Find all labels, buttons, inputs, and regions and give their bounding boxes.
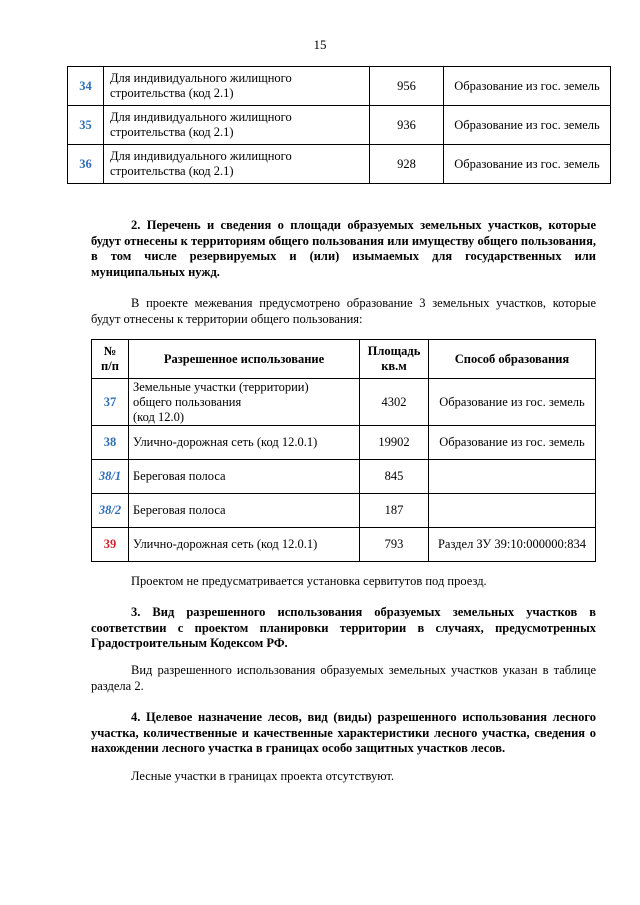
permitted-use: Для индивидуального жилищного строительства (код 2.1) bbox=[104, 67, 370, 106]
row-number: 34 bbox=[68, 67, 104, 106]
section-4-text: Лесные участки в границах проекта отсутствуют. bbox=[131, 769, 395, 783]
permitted-use: Береговая полоса bbox=[129, 494, 360, 528]
area: 4302 bbox=[360, 379, 429, 426]
col-header-use: Разрешенное использование bbox=[129, 340, 360, 379]
row-number: 37 bbox=[92, 379, 129, 426]
table-row bbox=[68, 106, 611, 145]
area: 187 bbox=[360, 494, 429, 528]
permitted-use: Береговая полоса bbox=[129, 460, 360, 494]
formation-method bbox=[429, 460, 596, 494]
section-3-heading: 3. Вид разрешенного использования образуемых земельных участков в соответствии с проектом планировки территории в случаях, предусмотренных Градостроительным Кодексом РФ. bbox=[91, 605, 596, 650]
table-header-row bbox=[92, 340, 596, 379]
permitted-use: Земельные участки (территории) общего пользования (код 12.0) bbox=[129, 379, 360, 426]
row-number: 36 bbox=[68, 145, 104, 184]
formation-method: Образование из гос. земель bbox=[444, 145, 611, 184]
permitted-use: Для индивидуального жилищного строительства (код 2.1) bbox=[104, 106, 370, 145]
public-plots-table bbox=[91, 339, 596, 562]
plots-table-continued bbox=[67, 66, 611, 184]
section-3-text: Вид разрешенного использования образуемых земельных участков указан в таблице раздела 2. bbox=[91, 663, 596, 693]
table-row bbox=[68, 145, 611, 184]
area: 845 bbox=[360, 460, 429, 494]
table-row bbox=[92, 494, 596, 528]
table-row bbox=[68, 67, 611, 106]
area: 19902 bbox=[360, 426, 429, 460]
table-row bbox=[92, 426, 596, 460]
row-number: 38/2 bbox=[92, 494, 129, 528]
table-row bbox=[92, 379, 596, 426]
formation-method: Раздел ЗУ 39:10:000000:834 bbox=[429, 528, 596, 562]
row-number: 35 bbox=[68, 106, 104, 145]
formation-method: Образование из гос. земель bbox=[429, 426, 596, 460]
row-number: 38/1 bbox=[92, 460, 129, 494]
formation-method: Образование из гос. земель bbox=[444, 67, 611, 106]
area: 936 bbox=[370, 106, 444, 145]
col-header-method: Способ образования bbox=[429, 340, 596, 379]
table-row bbox=[92, 528, 596, 562]
servitude-note: Проектом не предусматривается установка сервитутов под проезд. bbox=[131, 574, 487, 588]
col-header-number: № п/п bbox=[92, 340, 129, 379]
area: 928 bbox=[370, 145, 444, 184]
section-2-heading: 2. Перечень и сведения о площади образуемых земельных участков, которые будут отнесены к территориям общего пользования или имуществу общего пользования, в том числе резервируемых и (или) изымаемых для государственных или муниципальных нужд. bbox=[91, 218, 596, 279]
permitted-use: Для индивидуального жилищного строительства (код 2.1) bbox=[104, 145, 370, 184]
formation-method: Образование из гос. земель bbox=[429, 379, 596, 426]
section-2-intro: В проекте межевания предусмотрено образование 3 земельных участков, которые будут отнесены к территории общего пользования: bbox=[91, 296, 596, 326]
table-row bbox=[92, 460, 596, 494]
formation-method: Образование из гос. земель bbox=[444, 106, 611, 145]
col-header-area: Площадь кв.м bbox=[360, 340, 429, 379]
area: 793 bbox=[360, 528, 429, 562]
row-number: 39 bbox=[92, 528, 129, 562]
section-4-heading: 4. Целевое назначение лесов, вид (виды) разрешенного использования лесного участка, количественные и качественные характеристики лесного участка, сведения о нахождении лесного участка в границах особо защитных участков лесов. bbox=[91, 710, 596, 755]
permitted-use: Улично-дорожная сеть (код 12.0.1) bbox=[129, 528, 360, 562]
formation-method bbox=[429, 494, 596, 528]
row-number: 38 bbox=[92, 426, 129, 460]
permitted-use: Улично-дорожная сеть (код 12.0.1) bbox=[129, 426, 360, 460]
page-number: 15 bbox=[313, 37, 327, 52]
area: 956 bbox=[370, 67, 444, 106]
